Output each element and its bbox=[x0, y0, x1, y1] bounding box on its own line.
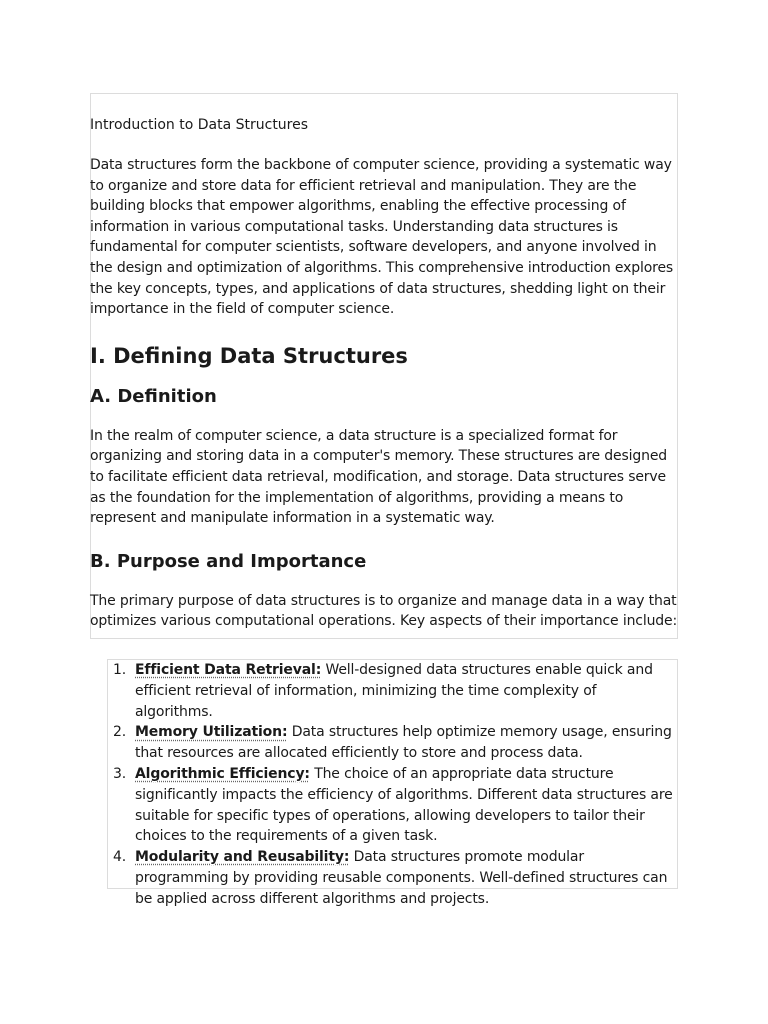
list-description: The choice of an appropriate data structure significantly impacts the efficiency of algorithms. Different data structures are suitable for specific types of operations, allowing developers to tailor their choices to the requirements of a given task. bbox=[135, 765, 673, 845]
list-item bbox=[107, 847, 678, 909]
definition-paragraph: In the realm of computer science, a data structure is a specialized format for organizing and storing data in a computer's memory. These structures are designed to facilitate efficient data retrieval, modification, and storage. Data structures serve as the foundation for the implementation of algorithms, providing a means to represent and manipulate information in a systematic way. bbox=[90, 427, 668, 527]
list-term[interactable]: Algorithmic Efficiency: bbox=[135, 765, 310, 782]
list-description: Data structures help optimize memory usage, ensuring that resources are allocated efficiently to store and process data. bbox=[135, 724, 672, 762]
document-body bbox=[90, 115, 680, 632]
subsection-heading-definition: A. Definition bbox=[90, 385, 217, 407]
list-term[interactable]: Memory Utilization: bbox=[135, 724, 288, 741]
list-number: 2. bbox=[113, 724, 127, 741]
subsection-heading-purpose: B. Purpose and Importance bbox=[90, 550, 367, 572]
section-heading: I. Defining Data Structures bbox=[90, 343, 408, 368]
list-item bbox=[107, 660, 678, 722]
list-number: 4. bbox=[113, 849, 127, 866]
document-title: Introduction to Data Structures bbox=[90, 117, 309, 133]
list-item bbox=[107, 722, 678, 764]
list-number: 3. bbox=[113, 765, 127, 782]
list-number: 1. bbox=[113, 662, 127, 678]
list-item bbox=[107, 764, 678, 847]
importance-list bbox=[107, 660, 678, 910]
list-term[interactable]: Efficient Data Retrieval: bbox=[135, 662, 322, 678]
purpose-paragraph: The primary purpose of data structures is to organize and manage data in a way that optimizes various computational operations. Key aspects of their importance include: bbox=[90, 592, 678, 630]
list-description: Well-designed data structures enable quick and efficient retrieval of information, minimizing the time complexity of algorithms. bbox=[135, 662, 653, 720]
list-term[interactable]: Modularity and Reusability: bbox=[135, 849, 350, 866]
list-description: Data structures promote modular programming by providing reusable components. Well-defined structures can be applied across different algorithms and projects. bbox=[135, 849, 668, 907]
intro-paragraph: Data structures form the backbone of computer science, providing a systematic way to organize and store data for efficient retrieval and manipulation. They are the building blocks that empower algorithms, enabling the effective processing of information in various computational tasks. Understanding data structures is fundamental for computer scientists, software developers, and anyone involved in the design and optimization of algorithms. This comprehensive introduction explores the key concepts, types, and applications of data structures, shedding light on their importance in the field of computer science. bbox=[90, 157, 674, 318]
